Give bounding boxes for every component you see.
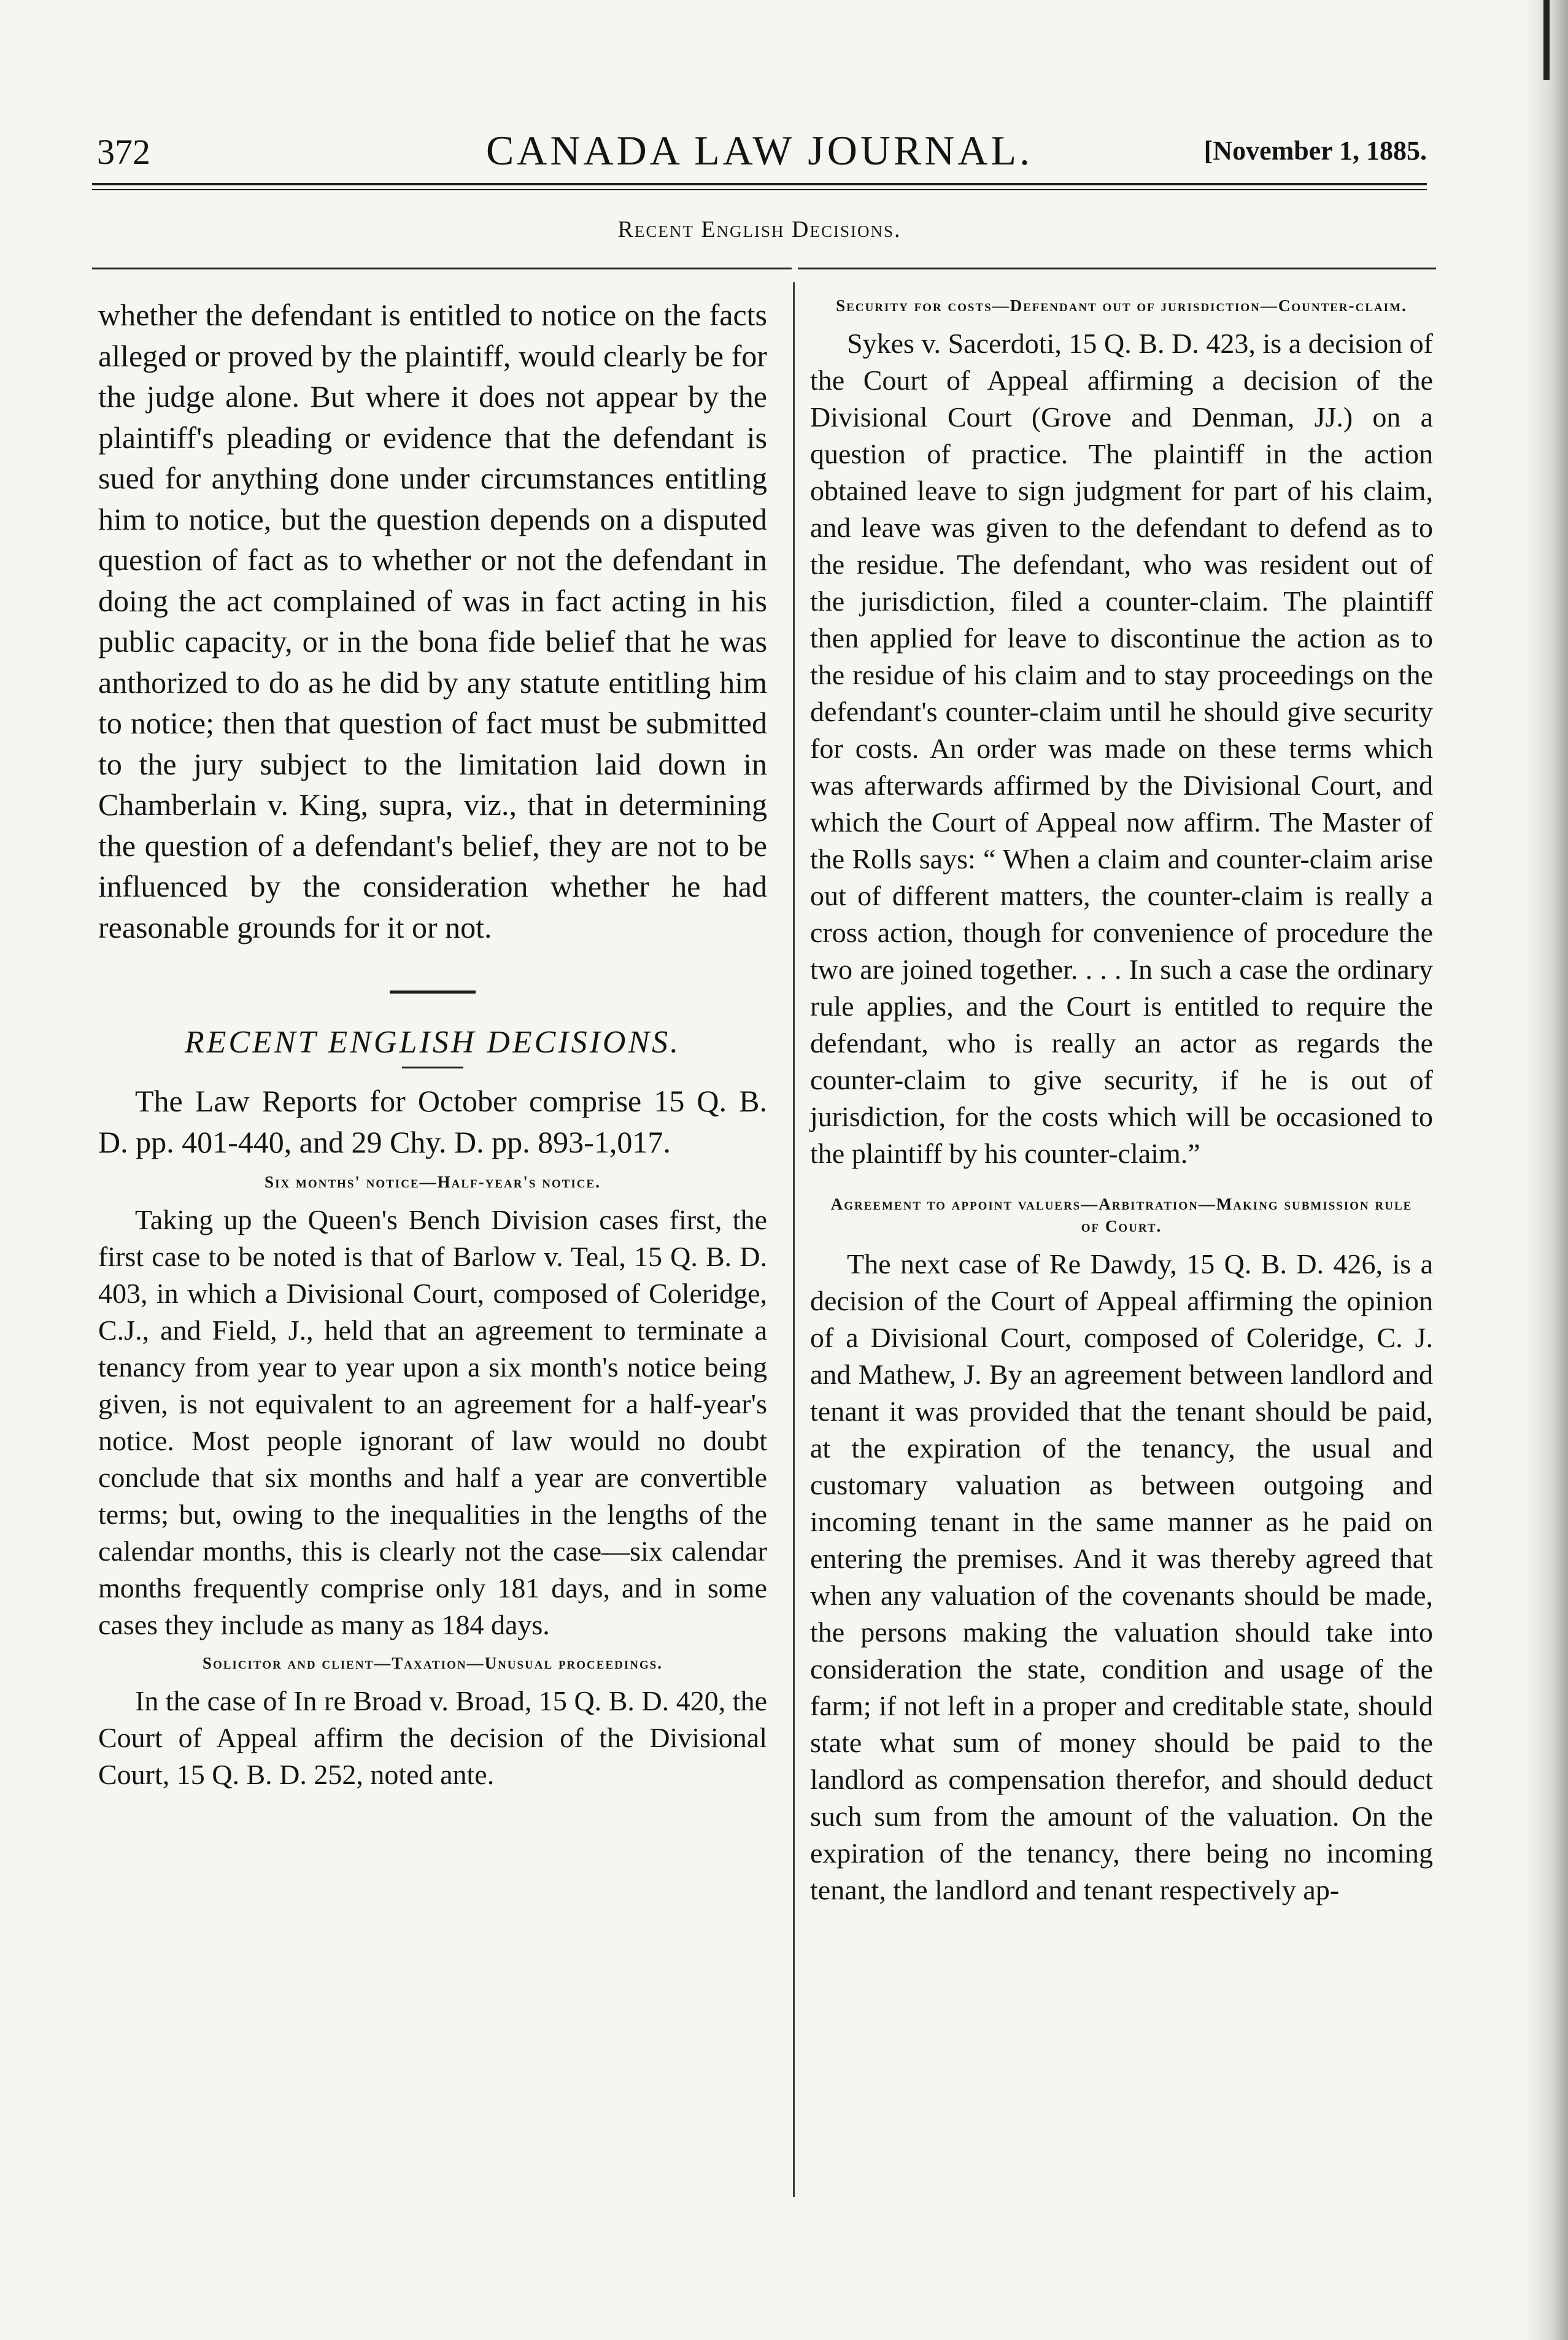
- page-binding-edge: [1525, 0, 1568, 2340]
- left-column: [98, 295, 767, 2156]
- intro-paragraph: The Law Reports for October comprise 15 Q. B. D. pp. 401-440, and 29 Chy. D. pp. 893-1,017.: [98, 1084, 767, 1159]
- paragraph-sykes-v-sacerdoti: Sykes v. Sacerdoti, 15 Q. B. D. 423, is a decision of the Court of Appeal affirming a decision of the Divisional Court (Grove and Denman, JJ.) on a question of practice. The plaintiff in the action obtained leave to sign judgment for part of his claim, and leave was given to the defendant to defend as to the residue. The defendant, who was resident out of the jurisdiction, filed a counter-claim. The plaintiff then applied for leave to discontinue the action as to the residue of his claim and to stay proceedings on the defendant's counter-claim until he should give security for costs. An order was made on these terms which was afterwards affirmed by the Divisional Court, and which the Court of Appeal now affirm. The Master of the Rolls says: “ When a claim and counter-claim arise out of different matters, the counter-claim is really a cross action, though for convenience of procedure the two are joined together. . . . In such a case the ordinary rule applies, and the Court is entitled to require the defendant, who is really an actor as regards the counter-claim to give security, if he is out of jurisdiction, for the costs which will be occasioned to the plaintiff by his counter-claim.”: [810, 328, 1433, 1169]
- continued-paragraph: whether the defendant is entitled to notice on the facts alleged or proved by the plaintiff, would clearly be for the judge alone. But where it does not appear by the plaintiff's pleading or evidence that the defendant is sued for anything done under circumstances entitling him to notice, but the question depends on a disputed question of fact as to whether or not the defendant in doing the act complained of was in fact acting in his public capacity, or in the bona fide belief that he was anthorized to do as he did by any statute entitling him to notice; then that question of fact must be submitted to the jury subject to the limitation laid down in Chamberlain v. King, supra, viz., that in determining the question of a defendant's belief, they are not to be influenced by the consideration whether he had reasonable grounds for it or not.: [98, 298, 767, 944]
- running-section-head: Recent English Decisions.: [617, 217, 902, 242]
- subhead-solicitor-and-client: Solicitor and client—Taxation—Unusual proceedings.: [202, 1654, 663, 1672]
- paragraph-re-broad: In the case of In re Broad v. Broad, 15 Q. B. D. 420, the Court of Appeal affirm the decision of the Divisional Court, 15 Q. B. D. 252, noted ante.: [98, 1685, 767, 1790]
- subhead-six-months-notice: Six months' notice—Half-year's notice.: [265, 1173, 601, 1191]
- binding-mark: [1543, 0, 1550, 80]
- subhead-agreement-to-appoint-valuers: Agreement to appoint valuers—Arbitration—Making submission rule of Court.: [830, 1195, 1413, 1235]
- title-underline: [402, 1067, 463, 1068]
- column-divider: [793, 282, 795, 2197]
- subhead-security-for-costs: Security for costs—Defendant out of jurisdiction—Counter-claim.: [836, 296, 1407, 315]
- page-number: 372: [97, 132, 150, 172]
- column-head-rule-right: [798, 268, 1436, 269]
- header-rule-top: [92, 183, 1427, 185]
- issue-date: [November 1, 1885.: [1203, 136, 1427, 166]
- column-head-rule-left: [92, 268, 792, 269]
- running-head: [92, 123, 1427, 178]
- header-rule-bottom: [92, 189, 1427, 190]
- section-title: RECENT ENGLISH DECISIONS.: [184, 1025, 681, 1060]
- right-column: [810, 295, 1433, 2156]
- section-divider: [390, 990, 476, 994]
- paragraph-barlow-v-teal: Taking up the Queen's Bench Division cases first, the first case to be noted is that of Barlow v. Teal, 15 Q. B. D. 403, in which a Divisional Court, composed of Coleridge, C.J., and Field, J., held that an agreement to terminate a tenancy from year to year upon a six month's notice being given, is not equivalent to an agreement for a half-year's notice. Most people ignorant of law would no doubt conclude that six months and half a year are convertible terms; but, owing to the inequalities in the lengths of the calendar months, this is clearly not the case—six calendar months frequently comprise only 181 days, and in some cases they include as many as 184 days.: [98, 1204, 767, 1640]
- paragraph-re-dawdy: The next case of Re Dawdy, 15 Q. B. D. 426, is a decision of the Court of Appeal affirming the opinion of a Divisional Court, composed of Coleridge, C. J. and Mathew, J. By an agreement between landlord and tenant it was provided that the tenant should be paid, at the expiration of the tenancy, the usual and customary valuation as between outgoing and incoming tenant in the same manner as he paid on entering the premises. And it was thereby agreed that when any valuation of the covenants should be made, the persons making the valuation should take into consideration the state, condition and usage of the farm; if not left in a proper and creditable state, should state what sum of money should be paid to the landlord as compensation therefor, and should deduct such sum from the amount of the valuation. On the expiration of the tenancy, there being no incoming tenant, the landlord and tenant respectively ap-: [810, 1248, 1433, 1906]
- journal-title: CANADA LAW JOURNAL.: [485, 127, 1033, 174]
